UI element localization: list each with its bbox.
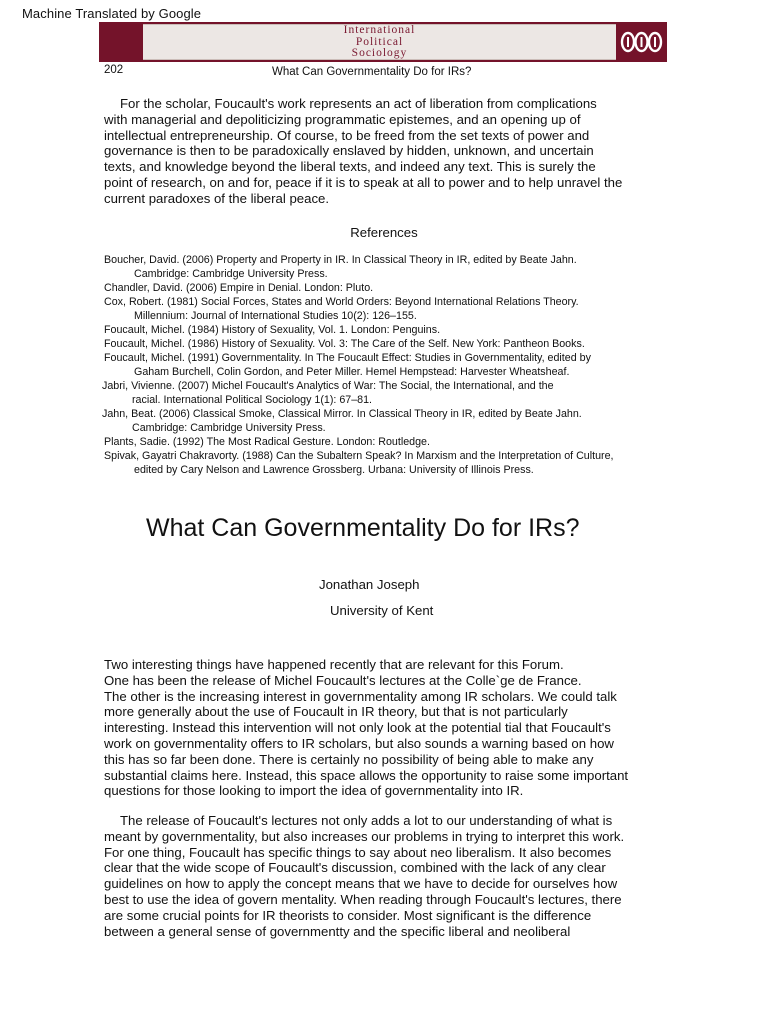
reference-item xyxy=(102,323,682,337)
reference-line: Chandler, David. (2006) Empire in Denial. London: Pluto. xyxy=(104,282,374,294)
text-line: intellectual entrepreneurship. Of course, to be freed from the set texts of power and xyxy=(104,127,590,143)
reference-line: Foucault, Michel. (1991) Governmentality. In The Foucault Effect: Studies in Governmentality, edited by xyxy=(104,352,591,364)
text-line: guidelines on how to apply the concept means that we have to decide for ourselves how xyxy=(104,876,618,892)
reference-item xyxy=(102,449,682,477)
reference-line: Plants, Sadie. (1992) The Most Radical Gesture. London: Routledge. xyxy=(104,436,430,448)
text-line: One has been the release of Michel Foucault's lectures at the Colle`ge de France. xyxy=(104,672,582,688)
text-line: point of research, on and for, peace if it is to speak at all to power and to help unravel the xyxy=(104,174,623,190)
author-name: Jonathan Joseph xyxy=(319,577,420,592)
reference-item xyxy=(102,281,682,295)
journal-name-line: International xyxy=(343,24,416,36)
reference-line: Boucher, David. (2006) Property and Property in IR. In Classical Theory in IR, edited by Beate Jahn. xyxy=(104,254,577,266)
text-line: with managerial and depoliticizing programmatic epistemes, and an opening up of xyxy=(104,111,581,127)
text-line: substantial claims here. Instead, this space allows the opportunity to raise some important xyxy=(104,767,629,783)
text-line: this has so far been done. There is certainly no possibility of being able to make any xyxy=(104,751,594,767)
text-line: For the scholar, Foucault's work represents an act of liberation from complications xyxy=(120,96,597,111)
page-number: 202 xyxy=(104,64,124,76)
reference-line: Spivak, Gayatri Chakravorty. (1988) Can the Subaltern Speak? In Marxism and the Interpretation of Culture, xyxy=(104,450,614,462)
journal-name xyxy=(143,25,616,60)
journal-name-line: Political xyxy=(355,35,404,48)
reference-line: Foucault, Michel. (1984) History of Sexuality, Vol. 1. London: Penguins. xyxy=(104,324,441,336)
running-title: What Can Governmentality Do for IRs? xyxy=(272,66,472,78)
text-line: For one thing, Foucault has specific things to say about neo liberalism. It also becomes xyxy=(104,844,612,860)
reference-item xyxy=(102,351,682,379)
text-line: The other is the increasing interest in governmentality among IR scholars. We could talk xyxy=(104,688,617,704)
text-line: governance is then to be paradoxically enslaved by hidden, unknown, and uncertain xyxy=(104,143,594,159)
text-line: more generally about the use of Foucault in IR theory, but that is not particularly xyxy=(104,704,568,720)
intro-paragraph xyxy=(104,96,684,207)
reference-line: edited by Cary Nelson and Lawrence Grossberg. Urbana: University of Illinois Press. xyxy=(134,464,534,476)
text-line: The release of Foucault's lectures not only adds a lot to our understanding of what is xyxy=(120,813,613,828)
text-line: are some crucial points for IR theorists to consider. Most significant is the difference xyxy=(104,907,592,923)
reference-line: Jabri, Vivienne. (2007) Michel Foucault's Analytics of War: The Social, the International, and the xyxy=(102,380,554,392)
reference-item xyxy=(102,253,682,281)
banner-left-block xyxy=(99,22,143,62)
reference-item xyxy=(102,295,682,323)
running-head xyxy=(104,64,667,78)
text-line: between a general sense of governmentty and the specific liberal and neoliberal xyxy=(104,923,571,939)
text-line: texts, and knowledge beyond the liberal texts, and indeed any text. This is surely the xyxy=(104,159,596,175)
reference-line: Millennium: Journal of International Studies 10(2): 126–155. xyxy=(134,310,417,322)
text-line: current paradoxes of the liberal peace. xyxy=(104,190,330,206)
reference-item xyxy=(102,337,682,351)
author-affiliation: University of Kent xyxy=(330,603,434,618)
text-line: clear that the wide scope of Foucault's discussion, combined with the lack of any clear xyxy=(104,860,606,876)
body-paragraph-1 xyxy=(104,657,684,799)
text-line: questions for those looking to import the idea of governmentality into IR. xyxy=(104,783,524,799)
reference-item xyxy=(102,435,682,449)
article-title: What Can Governmentality Do for IRs? xyxy=(146,514,580,542)
text-line: meant by governmentality, but also increases our problems in trying to interpret this work. xyxy=(104,828,625,844)
journal-name-line: Sociology xyxy=(351,47,408,59)
journal-banner xyxy=(99,22,667,62)
banner-title-band xyxy=(143,24,616,60)
text-line: best to use the idea of govern mentality. When reading through Foucault's lectures, there xyxy=(104,891,622,907)
reference-line: Cambridge: Cambridge University Press. xyxy=(134,268,328,280)
machine-translation-label: Machine Translated by Google xyxy=(22,6,202,21)
references-list xyxy=(102,253,682,477)
reference-item xyxy=(102,407,682,435)
reference-line: Cambridge: Cambridge University Press. xyxy=(132,422,326,434)
references-heading: References xyxy=(350,225,418,240)
text-line: Two interesting things have happened recently that are relevant for this Forum. xyxy=(104,657,564,672)
reference-item xyxy=(102,379,682,407)
body-paragraph-2 xyxy=(104,813,684,939)
reference-line: Foucault, Michel. (1986) History of Sexuality. Vol. 3: The Care of the Self. New York: Pantheon Books. xyxy=(104,338,585,350)
reference-line: racial. International Political Sociology 1(1): 67–81. xyxy=(132,394,373,406)
ips-logo-icon xyxy=(616,22,667,62)
reference-line: Jahn, Beat. (2006) Classical Smoke, Classical Mirror. In Classical Theory in IR, edited by Beate Jahn. xyxy=(102,408,582,420)
text-line: interesting. Instead this intervention will not only look at the potential tial that Foucault's xyxy=(104,720,611,736)
reference-line: Gaham Burchell, Colin Gordon, and Peter Miller. Hemel Hempstead: Harvester Wheatsheaf. xyxy=(134,366,570,378)
reference-line: Cox, Robert. (1981) Social Forces, States and World Orders: Beyond International Relations Theory. xyxy=(104,296,579,308)
text-line: work on governmentality offers to IR scholars, but also sounds a warning based on how xyxy=(104,735,614,751)
